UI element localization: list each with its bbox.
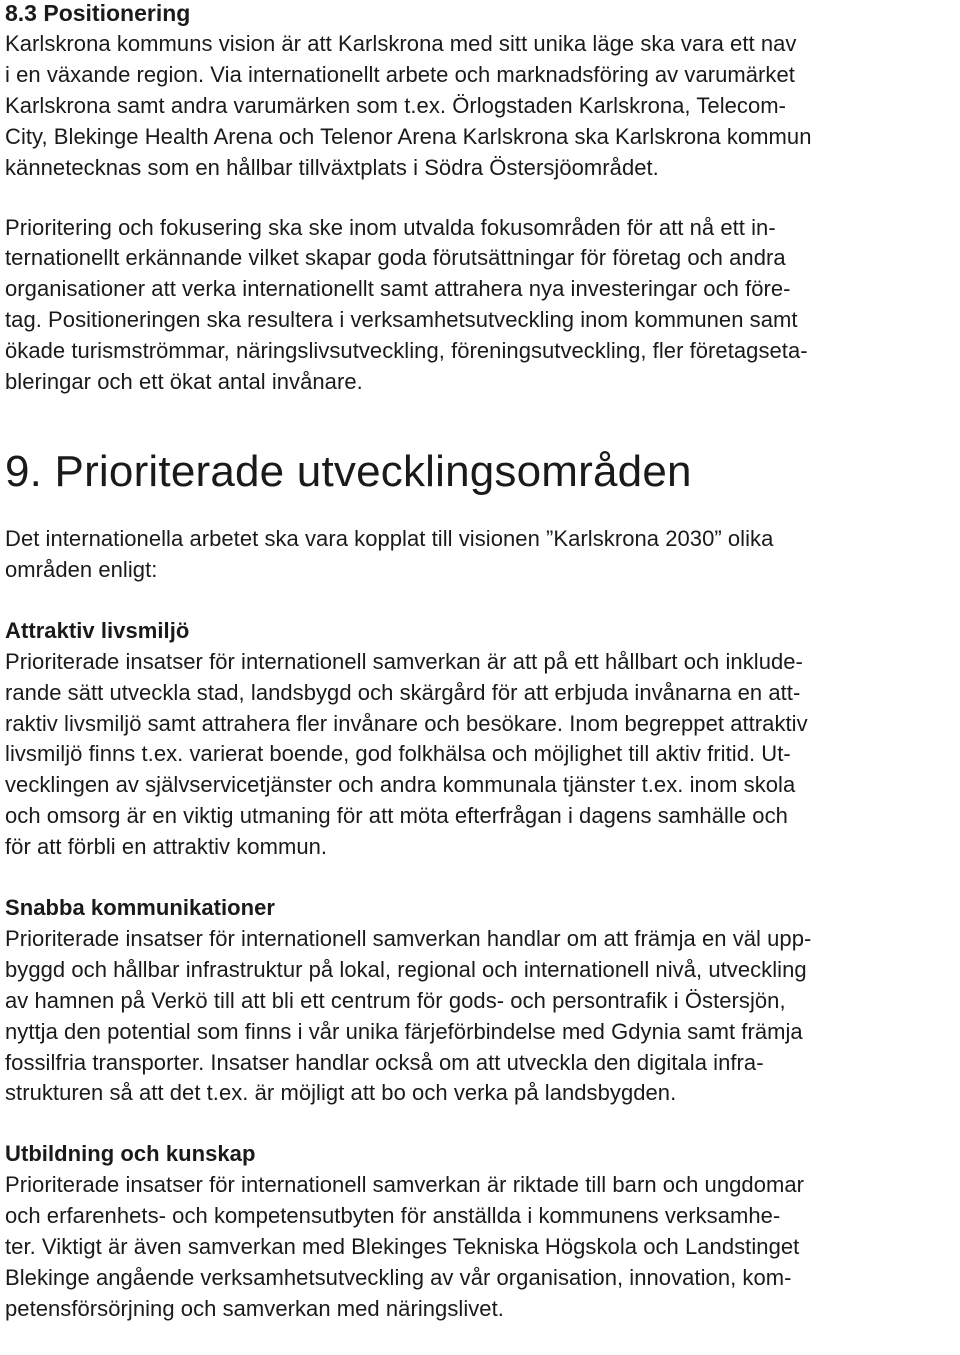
paragraph-line: City, Blekinge Health Arena och Telenor Arena Karlskrona ska Karlskrona kommun bbox=[5, 123, 812, 149]
paragraph-line: Prioritering och fokusering ska ske inom utvalda fokusområden för att nå ett in- bbox=[5, 214, 776, 240]
subsection-utbildning-och-kunskap bbox=[5, 1139, 955, 1324]
paragraph-line: i en växande region. Via internationellt arbete och marknadsföring av varumärket bbox=[5, 61, 795, 87]
paragraph-line: byggd och hållbar infrastruktur på lokal, regional och internationell nivå, utveckling bbox=[5, 956, 807, 982]
paragraph-line: Karlskrona kommuns vision är att Karlskrona med sitt unika läge ska vara ett nav bbox=[5, 31, 797, 56]
section-heading-8-3: 8.3 Positionering bbox=[5, 0, 191, 26]
paragraph-line: fossilfria transporter. Insatser handlar också om att utveckla den digitala infra- bbox=[5, 1049, 764, 1075]
subsection-title: Snabba kommunikationer bbox=[5, 895, 276, 921]
paragraph-vision bbox=[5, 29, 955, 184]
paragraph-intro bbox=[5, 524, 955, 586]
paragraph-line: livsmiljö finns t.ex. varierat boende, god folkhälsa och möjlighet till aktiv fritid. Ut- bbox=[5, 741, 791, 767]
section-heading-9: 9. Prioriterade utvecklingsområden bbox=[5, 446, 692, 496]
paragraph-prioritering bbox=[5, 213, 955, 398]
paragraph-line: nyttja den potential som finns i vår unika färjeförbindelse med Gdynia samt främja bbox=[5, 1018, 803, 1044]
paragraph-line: Det internationella arbetet ska vara kopplat till visionen ”Karlskrona 2030” olika bbox=[5, 525, 774, 551]
paragraph-line: vecklingen av självservicetjänster och andra kommunala tjänster t.ex. inom skola bbox=[5, 772, 796, 798]
paragraph-line: och erfarenhets- och kompetensutbyten för anställda i kommunens verksamhe- bbox=[5, 1203, 781, 1229]
paragraph-line: rande sätt utveckla stad, landsbygd och skärgård för att erbjuda invånarna en att- bbox=[5, 679, 801, 705]
paragraph-line: organisationer att verka internationellt samt attrahera nya investeringar och före- bbox=[5, 276, 791, 302]
paragraph-line: petensförsörjning och samverkan med näringslivet. bbox=[5, 1295, 504, 1321]
paragraph-line: strukturen så att det t.ex. är möjligt att bo och verka på landsbygden. bbox=[5, 1080, 677, 1106]
document-page bbox=[5, 0, 955, 1325]
subsection-title: Attraktiv livsmiljö bbox=[5, 617, 190, 643]
paragraph-line: ternationellt erkännande vilket skapar goda förutsättningar för företag och andra bbox=[5, 245, 786, 271]
subsection-title: Utbildning och kunskap bbox=[5, 1141, 256, 1167]
paragraph-line: Karlskrona samt andra varumärken som t.ex. Örlogstaden Karlskrona, Telecom- bbox=[5, 92, 787, 118]
subsection-attraktiv-livsmiljo bbox=[5, 616, 955, 863]
paragraph-line: ökade turismströmmar, näringslivsutveckling, föreningsutveckling, fler företagseta- bbox=[5, 338, 808, 364]
paragraph-line: och omsorg är en viktig utmaning för att möta efterfrågan i dagens samhälle och bbox=[5, 803, 788, 829]
paragraph-line: Prioriterade insatser för internationell samverkan är riktade till barn och ungdomar bbox=[5, 1172, 805, 1198]
paragraph-line: tag. Positioneringen ska resultera i verksamhetsutveckling inom kommunen samt bbox=[5, 307, 798, 333]
paragraph-line: Blekinge angående verksamhetsutveckling av vår organisation, innovation, kom- bbox=[5, 1265, 792, 1290]
paragraph-line: Prioriterade insatser för internationell samverkan handlar om att främja en väl upp- bbox=[5, 925, 812, 951]
paragraph-line: kännetecknas som en hållbar tillväxtplats i Södra Östersjöområdet. bbox=[5, 154, 659, 180]
paragraph-line: bleringar och ett ökat antal invånare. bbox=[5, 369, 363, 395]
paragraph-line: av hamnen på Verkö till att bli ett centrum för gods- och persontrafik i Östersjön, bbox=[5, 987, 786, 1013]
paragraph-line: raktiv livsmiljö samt attrahera fler invånare och besökare. Inom begreppet attraktiv bbox=[5, 710, 808, 736]
subsection-snabba-kommunikationer bbox=[5, 893, 955, 1109]
paragraph-line: områden enligt: bbox=[5, 556, 158, 582]
paragraph-line: Prioriterade insatser för internationell samverkan är att på ett hållbart och inklude- bbox=[5, 648, 803, 674]
paragraph-line: ter. Viktigt är även samverkan med Blekinges Tekniska Högskola och Landstinget bbox=[5, 1234, 800, 1260]
paragraph-line: för att förbli en attraktiv kommun. bbox=[5, 834, 328, 860]
